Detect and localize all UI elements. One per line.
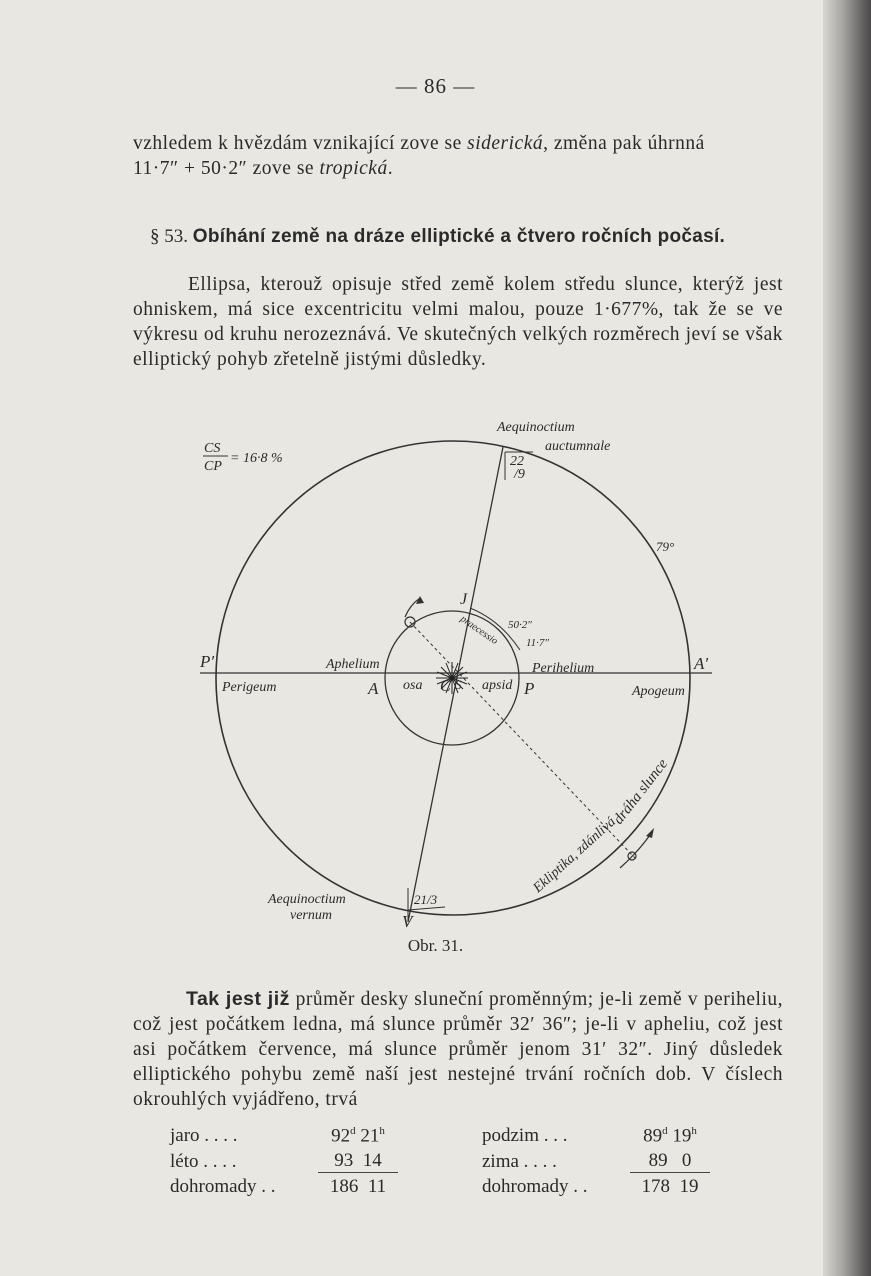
season-label: léto . . . . bbox=[170, 1150, 237, 1172]
label-79: 79° bbox=[656, 539, 675, 554]
label-50: 50·2″ bbox=[508, 619, 532, 631]
section-title: Obíhání země na dráze elliptické a čtvero ročních počasí. bbox=[192, 226, 726, 247]
sun-motion-arrow bbox=[620, 832, 652, 868]
label-P: P bbox=[524, 679, 535, 698]
season-value: 186 11 bbox=[329, 1176, 387, 1197]
label-11: 11·7″ bbox=[526, 637, 550, 649]
ratio-value: = 16·8 % bbox=[230, 451, 283, 466]
label-C: C bbox=[440, 678, 451, 695]
season-label: jaro . . . . bbox=[170, 1125, 238, 1146]
label-osa: osa bbox=[403, 678, 423, 693]
label-A: A bbox=[368, 679, 379, 698]
paragraph-bold-start: Tak jest již bbox=[186, 988, 290, 1010]
label-A-prime: A′ bbox=[694, 654, 709, 673]
label-P-prime: P′ bbox=[200, 652, 215, 671]
intro-word-siderical: siderická bbox=[467, 133, 544, 154]
label-autumnale: auctumnale bbox=[545, 439, 611, 454]
season-value: 93 14 bbox=[318, 1147, 398, 1173]
season-label-2: podzim . . . bbox=[482, 1125, 568, 1146]
tick-spring-h bbox=[408, 907, 445, 910]
section-sign: § 53. bbox=[150, 226, 188, 247]
intro-text-4: . bbox=[387, 158, 394, 179]
label-apogeum: Apogeum bbox=[632, 684, 685, 699]
label-S: S bbox=[455, 677, 462, 692]
paragraph-seasons bbox=[133, 987, 783, 1112]
table-row bbox=[170, 1147, 710, 1173]
season-label-2: dohromady . . bbox=[482, 1176, 588, 1197]
season-value-2: 89 0 bbox=[630, 1147, 710, 1173]
ratio-numerator: CS bbox=[204, 441, 221, 456]
ratio-denominator: CP bbox=[204, 459, 222, 474]
label-aequinoctium-vernum: Aequinoctium bbox=[268, 892, 346, 907]
intro-text-1: vzhledem k hvězdám vznikající zove se bbox=[133, 133, 468, 154]
season-value-2: 89$^d$ 19$^h$ bbox=[643, 1124, 697, 1146]
label-aequinoctium-autumn: Aequinoctium bbox=[497, 420, 575, 435]
label-praecessio: praecessio bbox=[458, 613, 500, 647]
seasons-table bbox=[170, 1122, 710, 1198]
table-row bbox=[170, 1122, 710, 1147]
label-apsid: apsid bbox=[482, 678, 513, 693]
label-aphelium: Aphelium bbox=[326, 657, 380, 672]
figure-caption: Obr. 31. bbox=[407, 936, 464, 955]
date-autumn-day: 22 bbox=[510, 454, 524, 469]
date-spring: 21/3 bbox=[414, 892, 438, 907]
season-value-2: 178 19 bbox=[641, 1176, 699, 1197]
paragraph-seasons-text: průměr desky sluneční proměnným; je-li země v periheliu, což jest počátkem ledna, má slunce průměr 32′ 36″; je-li v apheliu, což jest asi počátkem července, má slunce průměr jenom 31′ 32″. Jiný důsledek elliptického pohybu země naší jest nestejné trvání ročních dob. V číslech okrouhlých vyjádřeno, trvá bbox=[133, 989, 783, 1110]
season-label: dohromady . . bbox=[170, 1176, 276, 1197]
label-draha-slunce: dráha slunce bbox=[610, 756, 672, 828]
label-perigeum: Perigeum bbox=[222, 680, 277, 695]
label-J: J bbox=[460, 591, 468, 608]
page-number: — 86 — bbox=[395, 74, 476, 98]
label-V: V bbox=[402, 912, 413, 931]
season-label-2: zima . . . . bbox=[482, 1150, 557, 1172]
intro-word-tropical: tropická bbox=[319, 158, 388, 179]
intro-text-3: 11·7″ + 50·2″ zove se bbox=[133, 158, 320, 179]
intro-text-2: , změna pak úhrnná bbox=[543, 133, 705, 154]
label-vernum: vernum bbox=[290, 908, 332, 923]
table-row bbox=[170, 1173, 710, 1199]
paragraph-ellipse: Ellipsa, kterouž opisuje střed země kolem středu slunce, kterýž jest ohniskem, má sice excentricitu velmi malou, pouze 1·677%, tak že se ve výkresu od kruhu nerozeznává. Ve skutečných velkých rozměrech jeví se však elliptický pohyb zřetelně jistými důsledky. bbox=[133, 274, 783, 370]
label-perihelium: Perihelium bbox=[532, 661, 595, 676]
label-ekliptika: Ekliptika, zdánlivá bbox=[530, 814, 619, 896]
season-value: 92$^d$ 21$^h$ bbox=[331, 1124, 385, 1146]
arrowhead-sun-icon bbox=[646, 828, 654, 838]
date-autumn-month: /9 bbox=[514, 467, 525, 482]
